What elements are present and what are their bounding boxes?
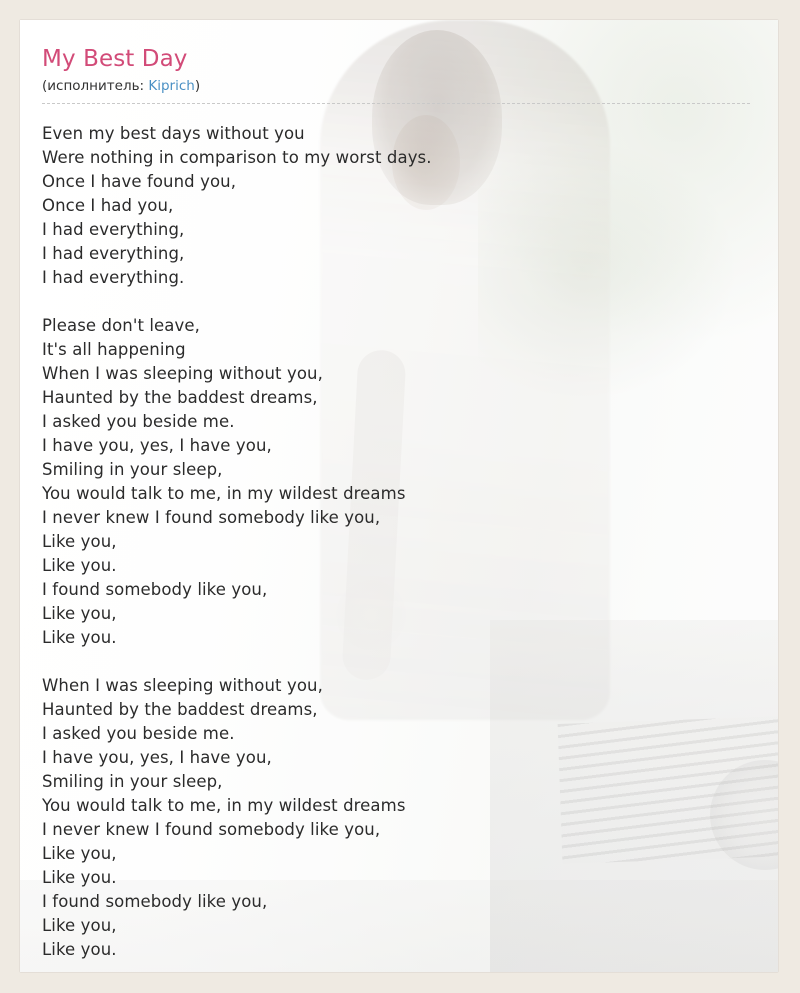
lyrics-line: I had everything, <box>42 244 185 264</box>
lyrics-line: I have you, yes, I have you, <box>42 436 272 456</box>
lyrics-page <box>20 20 778 972</box>
lyrics-line: Even my best days without you <box>42 124 305 144</box>
page-title: My Best Day <box>42 46 188 72</box>
lyrics-line: Like you. <box>42 628 117 648</box>
lyrics-content <box>20 20 778 962</box>
lyrics-line: I have you, yes, I have you, <box>42 748 272 768</box>
lyrics-line: It's all happening <box>42 340 186 360</box>
lyrics-line: Like you, <box>42 532 117 552</box>
lyrics-line: I found somebody like you, <box>42 892 268 912</box>
lyrics-line: I asked you beside me. <box>42 412 235 432</box>
lyrics-line: You would talk to me, in my wildest dreams <box>42 796 406 816</box>
lyrics-line: I never knew I found somebody like you, <box>42 820 381 840</box>
lyrics-line: Smiling in your sleep, <box>42 460 223 480</box>
lyrics-stanza <box>42 674 750 962</box>
artist-suffix-label: ) <box>194 78 201 95</box>
lyrics-line: Once I had you, <box>42 196 174 216</box>
lyrics-line: Haunted by the baddest dreams, <box>42 388 318 408</box>
lyrics-line: Smiling in your sleep, <box>42 772 223 792</box>
lyrics-line: I found somebody like you, <box>42 580 268 600</box>
lyrics-line: When I was sleeping without you, <box>42 676 323 696</box>
lyrics-line: Once I have found you, <box>42 172 237 192</box>
lyrics-line: I had everything. <box>42 268 185 288</box>
lyrics-stanza <box>42 314 750 650</box>
lyrics-line: When I was sleeping without you, <box>42 364 323 384</box>
lyrics-line: I never knew I found somebody like you, <box>42 508 381 528</box>
lyrics-body <box>42 122 750 962</box>
lyrics-line: Haunted by the baddest dreams, <box>42 700 318 720</box>
lyrics-stanza <box>42 122 750 290</box>
lyrics-line: You would talk to me, in my wildest dreams <box>42 484 406 504</box>
lyrics-line: Please don't leave, <box>42 316 200 336</box>
lyrics-line: Like you, <box>42 604 117 624</box>
lyrics-line: Like you, <box>42 844 117 864</box>
artist-line <box>42 78 750 104</box>
artist-prefix-label: (исполнитель: <box>42 78 149 95</box>
lyrics-line: Like you. <box>42 556 117 576</box>
lyrics-line: Like you, <box>42 916 117 936</box>
lyrics-line: Were nothing in comparison to my worst days. <box>42 148 432 168</box>
lyrics-line: Like you. <box>42 940 117 960</box>
lyrics-line: I asked you beside me. <box>42 724 235 744</box>
lyrics-line: I had everything, <box>42 220 185 240</box>
artist-link[interactable]: Kiprich <box>148 78 195 95</box>
lyrics-line: Like you. <box>42 868 117 888</box>
